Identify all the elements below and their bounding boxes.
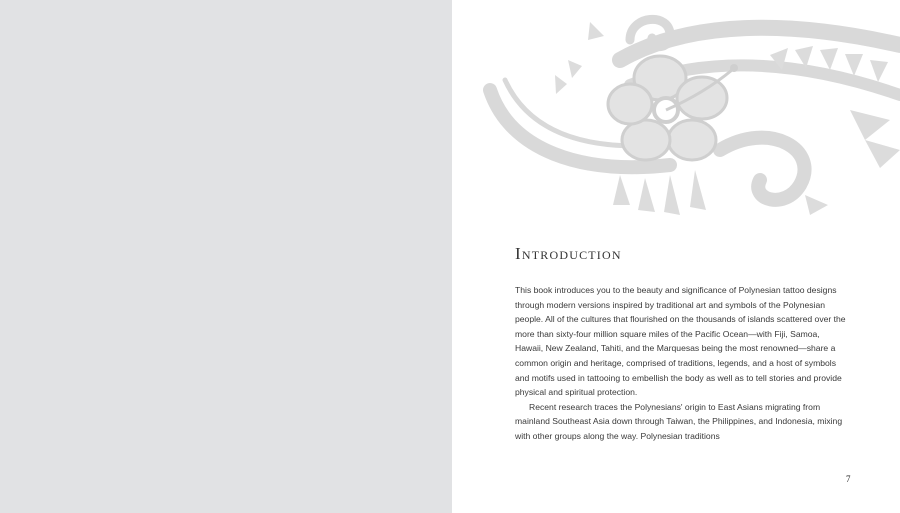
paragraph-2: Recent research traces the Polynesians' origin to East Asians migrating from mainland Southeast Asia down through Taiwan, the Philippines, and Indonesia, mixing with other groups along the way. Polynesian traditions bbox=[515, 401, 843, 441]
right-page bbox=[452, 0, 900, 513]
body-text bbox=[515, 283, 849, 444]
polynesian-hibiscus-ornament-icon bbox=[470, 0, 900, 235]
page-number: 7 bbox=[846, 474, 851, 484]
paragraph-1: This book introduces you to the beauty and significance of Polynesian tattoo designs through modern versions inspired by traditional art and symbols of the Polynesian people. All of the cultures that flourished on the thousands of islands scattered over the more than sixty-four million square miles of the Pacific Ocean—with Fiji, Samoa, Hawaii, New Zealand, Tahiti, and the Marquesas being the most renowned—share a common origin and heritage, comprised of traditions, legends, and a host of symbols and motifs used in tattooing to embellish the body as well as to tell stories and provide physical and spiritual protection. bbox=[515, 285, 846, 398]
chapter-title: Introduction bbox=[515, 244, 622, 263]
